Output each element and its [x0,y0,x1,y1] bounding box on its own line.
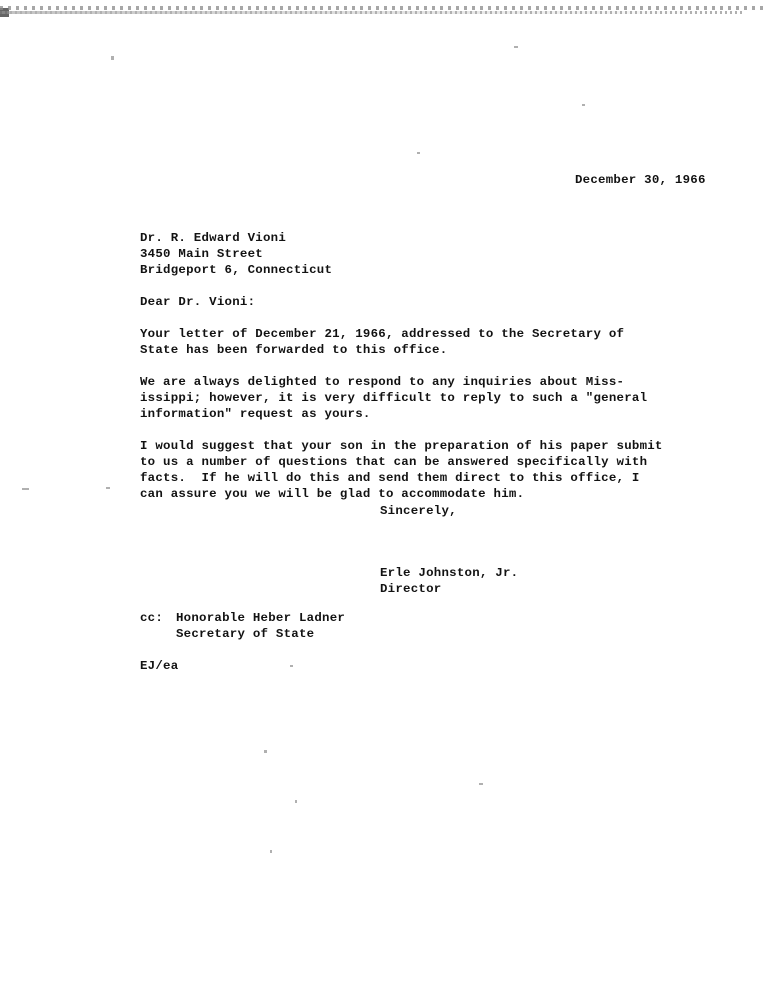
paragraph-line: information" request as yours. [140,407,371,421]
cc-name: Honorable Heber Ladner [176,611,346,625]
cc-title: Secretary of State [176,627,315,641]
recipient-name: Dr. R. Edward Vioni [140,231,287,245]
scan-speck [22,488,29,490]
cc-label: cc: [140,611,164,625]
paragraph-line: to us a number of questions that can be answered specifically with [140,455,648,469]
scan-speck [111,56,114,60]
salutation: Dear Dr. Vioni: [140,295,256,309]
scan-speck [479,783,483,785]
scan-speck [106,487,110,489]
paragraph-line: facts. If he will do this and send them direct to this office, I [140,471,640,485]
paragraph-line: issippi; however, it is very difficult to reply to such a "general [140,391,648,405]
signature-block [380,565,518,597]
letter-date: December 30, 1966 [575,173,706,187]
body-paragraph-1 [140,326,624,358]
paragraph-line: can assure you we will be glad to accommodate him. [140,487,525,501]
recipient-street: 3450 Main Street [140,247,263,261]
signer-title: Director [380,582,442,596]
scan-speck [270,850,272,853]
scan-speck [514,46,518,48]
paragraph-line: We are always delighted to respond to any inquiries about Miss- [140,375,625,389]
signer-name: Erle Johnston, Jr. [380,566,519,580]
recipient-city-state: Bridgeport 6, Connecticut [140,263,333,277]
scan-edge-artifact-top [0,6,763,10]
scan-speck [417,152,420,154]
paragraph-line: I would suggest that your son in the preparation of his paper submit [140,439,663,453]
scan-edge-artifact-top-secondary [0,11,745,14]
recipient-address-block [140,230,332,278]
scan-speck [582,104,585,106]
scan-speck [290,665,293,667]
complimentary-close: Sincerely, [380,504,457,518]
body-paragraph-3 [140,438,663,502]
scan-speck [264,750,267,753]
typist-initials: EJ/ea [140,659,179,673]
paragraph-line: State has been forwarded to this office. [140,343,448,357]
scan-speck [295,800,297,803]
paragraph-line: Your letter of December 21, 1966, addressed to the Secretary of [140,327,625,341]
body-paragraph-2 [140,374,647,422]
